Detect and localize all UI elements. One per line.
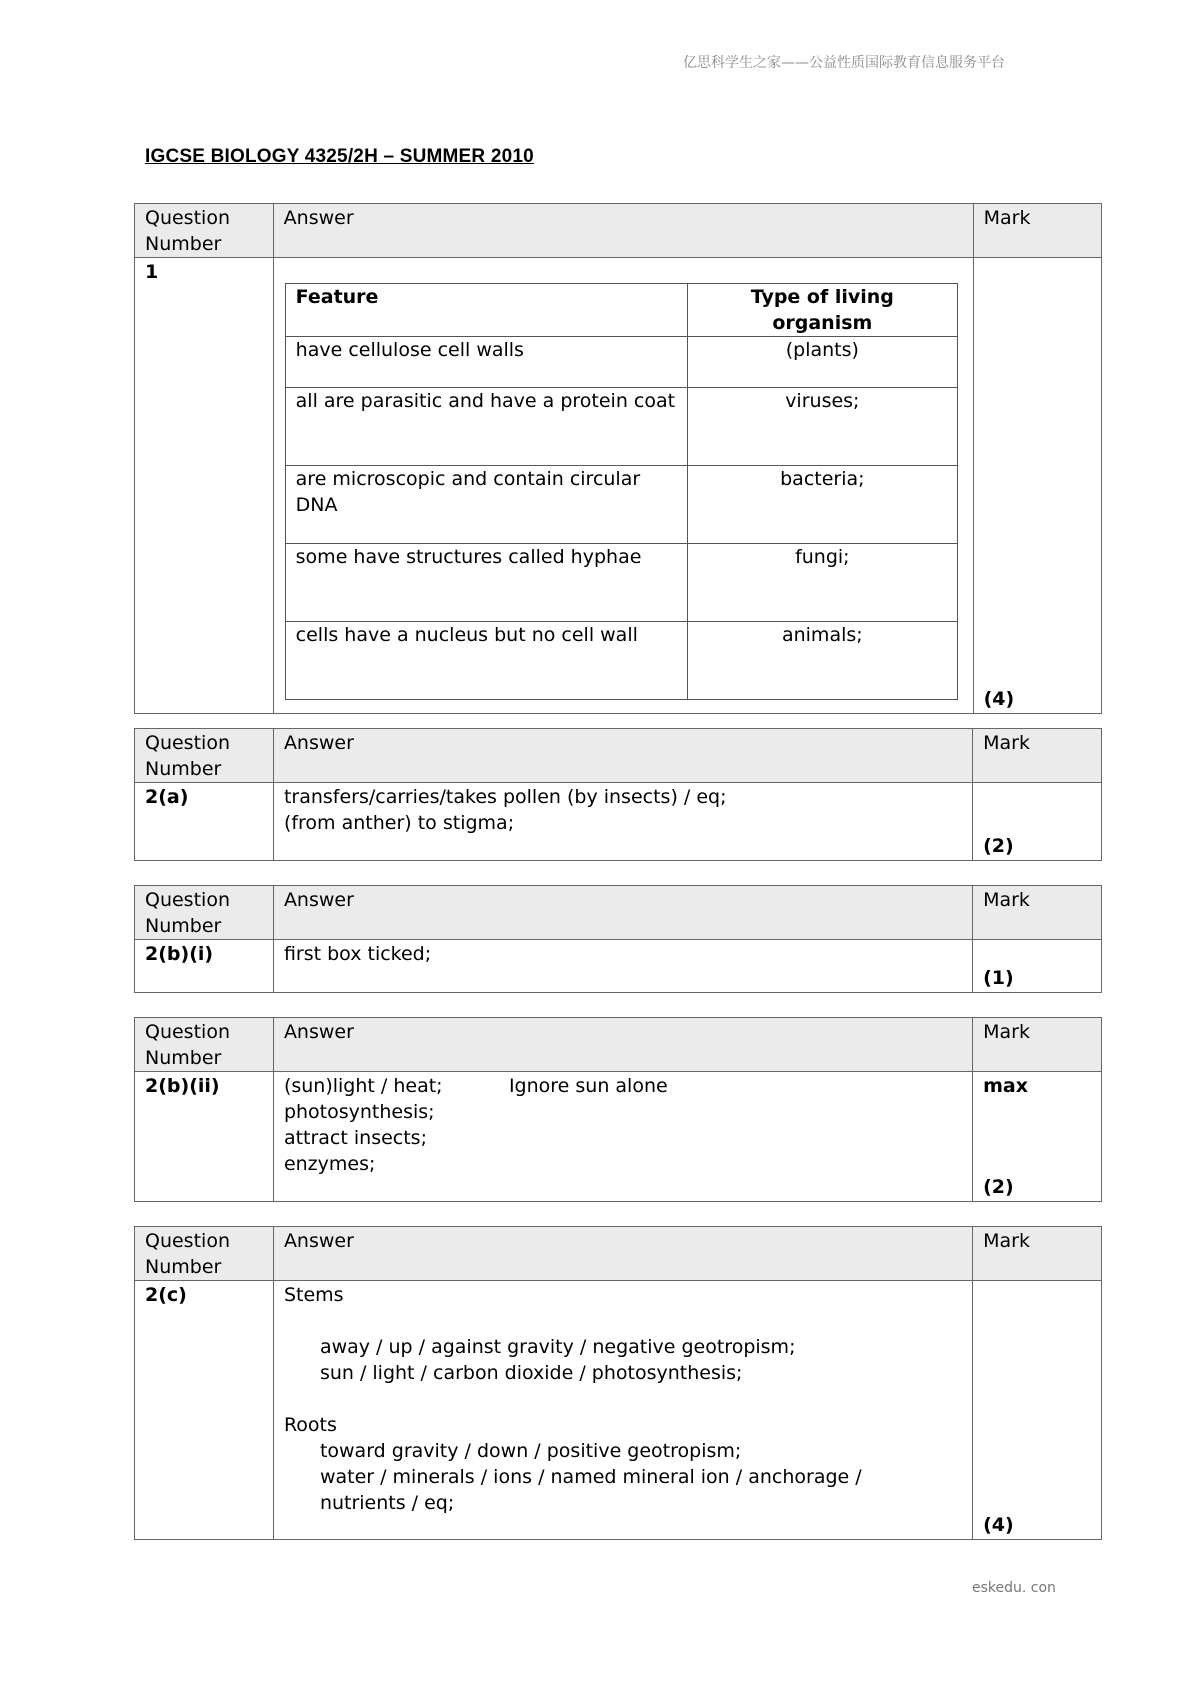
- table-row: [285, 622, 957, 700]
- question-2bii-table: [134, 1017, 1102, 1202]
- type-cell: viruses;: [688, 388, 958, 466]
- answer-header: Answer: [273, 1018, 972, 1072]
- table-row: [285, 466, 957, 544]
- question-number-header: Question Number: [135, 204, 274, 258]
- answer-cell: [273, 940, 972, 993]
- question-2c-table: [134, 1226, 1102, 1540]
- roots-heading: Roots: [283, 1414, 337, 1436]
- mark-cell: [973, 258, 1101, 714]
- mark-cell: [973, 783, 1102, 861]
- header-note: 亿思科学生之家——公益性质国际教育信息服务平台: [683, 55, 1005, 71]
- type-cell: (plants): [688, 337, 958, 388]
- answer-line: (from anther) to stigma;: [283, 812, 515, 834]
- answer-header: Answer: [273, 729, 972, 783]
- answer-line: sun / light / carbon dioxide / photosynthesis;: [319, 1362, 743, 1384]
- question-number: 2(a): [135, 783, 274, 861]
- question-number: 2(b)(i): [135, 940, 274, 993]
- feature-table: [285, 283, 958, 700]
- answer-cell: [273, 1072, 972, 1202]
- mark-header: Mark: [973, 1227, 1102, 1281]
- stems-heading: Stems: [283, 1284, 344, 1306]
- question-number-header: Question Number: [135, 1018, 274, 1072]
- question-2bi-table: [134, 885, 1102, 993]
- answer-cell: [273, 783, 972, 861]
- question-number-header: Question Number: [135, 886, 274, 940]
- question-number-header: Question Number: [135, 1227, 274, 1281]
- answer-cell: [273, 1281, 972, 1540]
- answer-line: [284, 1073, 962, 1099]
- mark-value: (4): [983, 688, 1015, 710]
- feature-cell: all are parasitic and have a protein coat: [285, 388, 687, 466]
- answer-header: Answer: [273, 886, 972, 940]
- mark-value: (2): [983, 1176, 1014, 1198]
- footer-note: eskedu. con: [972, 1580, 1056, 1596]
- type-cell: fungi;: [688, 544, 958, 622]
- marking-note: Ignore sun alone: [508, 1075, 668, 1097]
- mark-value: (2): [983, 835, 1014, 857]
- type-header: Type of living organism: [688, 284, 958, 337]
- mark-header: Mark: [973, 1018, 1102, 1072]
- feature-cell: have cellulose cell walls: [285, 337, 687, 388]
- table-row: [285, 544, 957, 622]
- answer-line: transfers/carries/takes pollen (by insects) / eq;: [283, 786, 727, 808]
- answer-text: (sun)light / heat;: [283, 1075, 443, 1097]
- mark-value: (4): [983, 1514, 1014, 1536]
- answer-line: water / minerals / ions / named mineral ion / anchorage /: [319, 1466, 862, 1488]
- answer-cell: [273, 258, 973, 714]
- mark-header: Mark: [973, 886, 1102, 940]
- mark-cell: [973, 1072, 1102, 1202]
- answer-line: away / up / against gravity / negative geotropism;: [319, 1336, 796, 1358]
- feature-cell: are microscopic and contain circular DNA: [285, 466, 687, 544]
- feature-cell: cells have a nucleus but no cell wall: [285, 622, 687, 700]
- feature-header: Feature: [285, 284, 687, 337]
- mark-cell: [973, 940, 1102, 993]
- answer-line: photosynthesis;: [283, 1101, 435, 1123]
- table-row: [285, 337, 957, 388]
- answer-line: toward gravity / down / positive geotropism;: [319, 1440, 742, 1462]
- type-cell: bacteria;: [688, 466, 958, 544]
- answer-line: enzymes;: [283, 1153, 376, 1175]
- table-row: [285, 388, 957, 466]
- question-number: 2(c): [135, 1281, 274, 1540]
- type-cell: animals;: [688, 622, 958, 700]
- question-number: 2(b)(ii): [135, 1072, 274, 1202]
- question-number: 1: [135, 258, 274, 714]
- answer-line: attract insects;: [283, 1127, 427, 1149]
- mark-max-label: max: [983, 1075, 1028, 1097]
- feature-cell: some have structures called hyphae: [285, 544, 687, 622]
- mark-header: Mark: [973, 729, 1102, 783]
- answer-header: Answer: [273, 204, 973, 258]
- answer-line: first box ticked;: [283, 943, 432, 965]
- question-number-header: Question Number: [135, 729, 274, 783]
- document-title: IGCSE BIOLOGY 4325/2H – SUMMER 2010: [145, 146, 534, 167]
- answer-header: Answer: [273, 1227, 972, 1281]
- mark-header: Mark: [973, 204, 1101, 258]
- question-1-table: [134, 203, 1102, 714]
- mark-cell: [973, 1281, 1102, 1540]
- answer-line: nutrients / eq;: [319, 1492, 455, 1514]
- mark-value: (1): [983, 967, 1014, 989]
- question-2a-table: [134, 728, 1102, 861]
